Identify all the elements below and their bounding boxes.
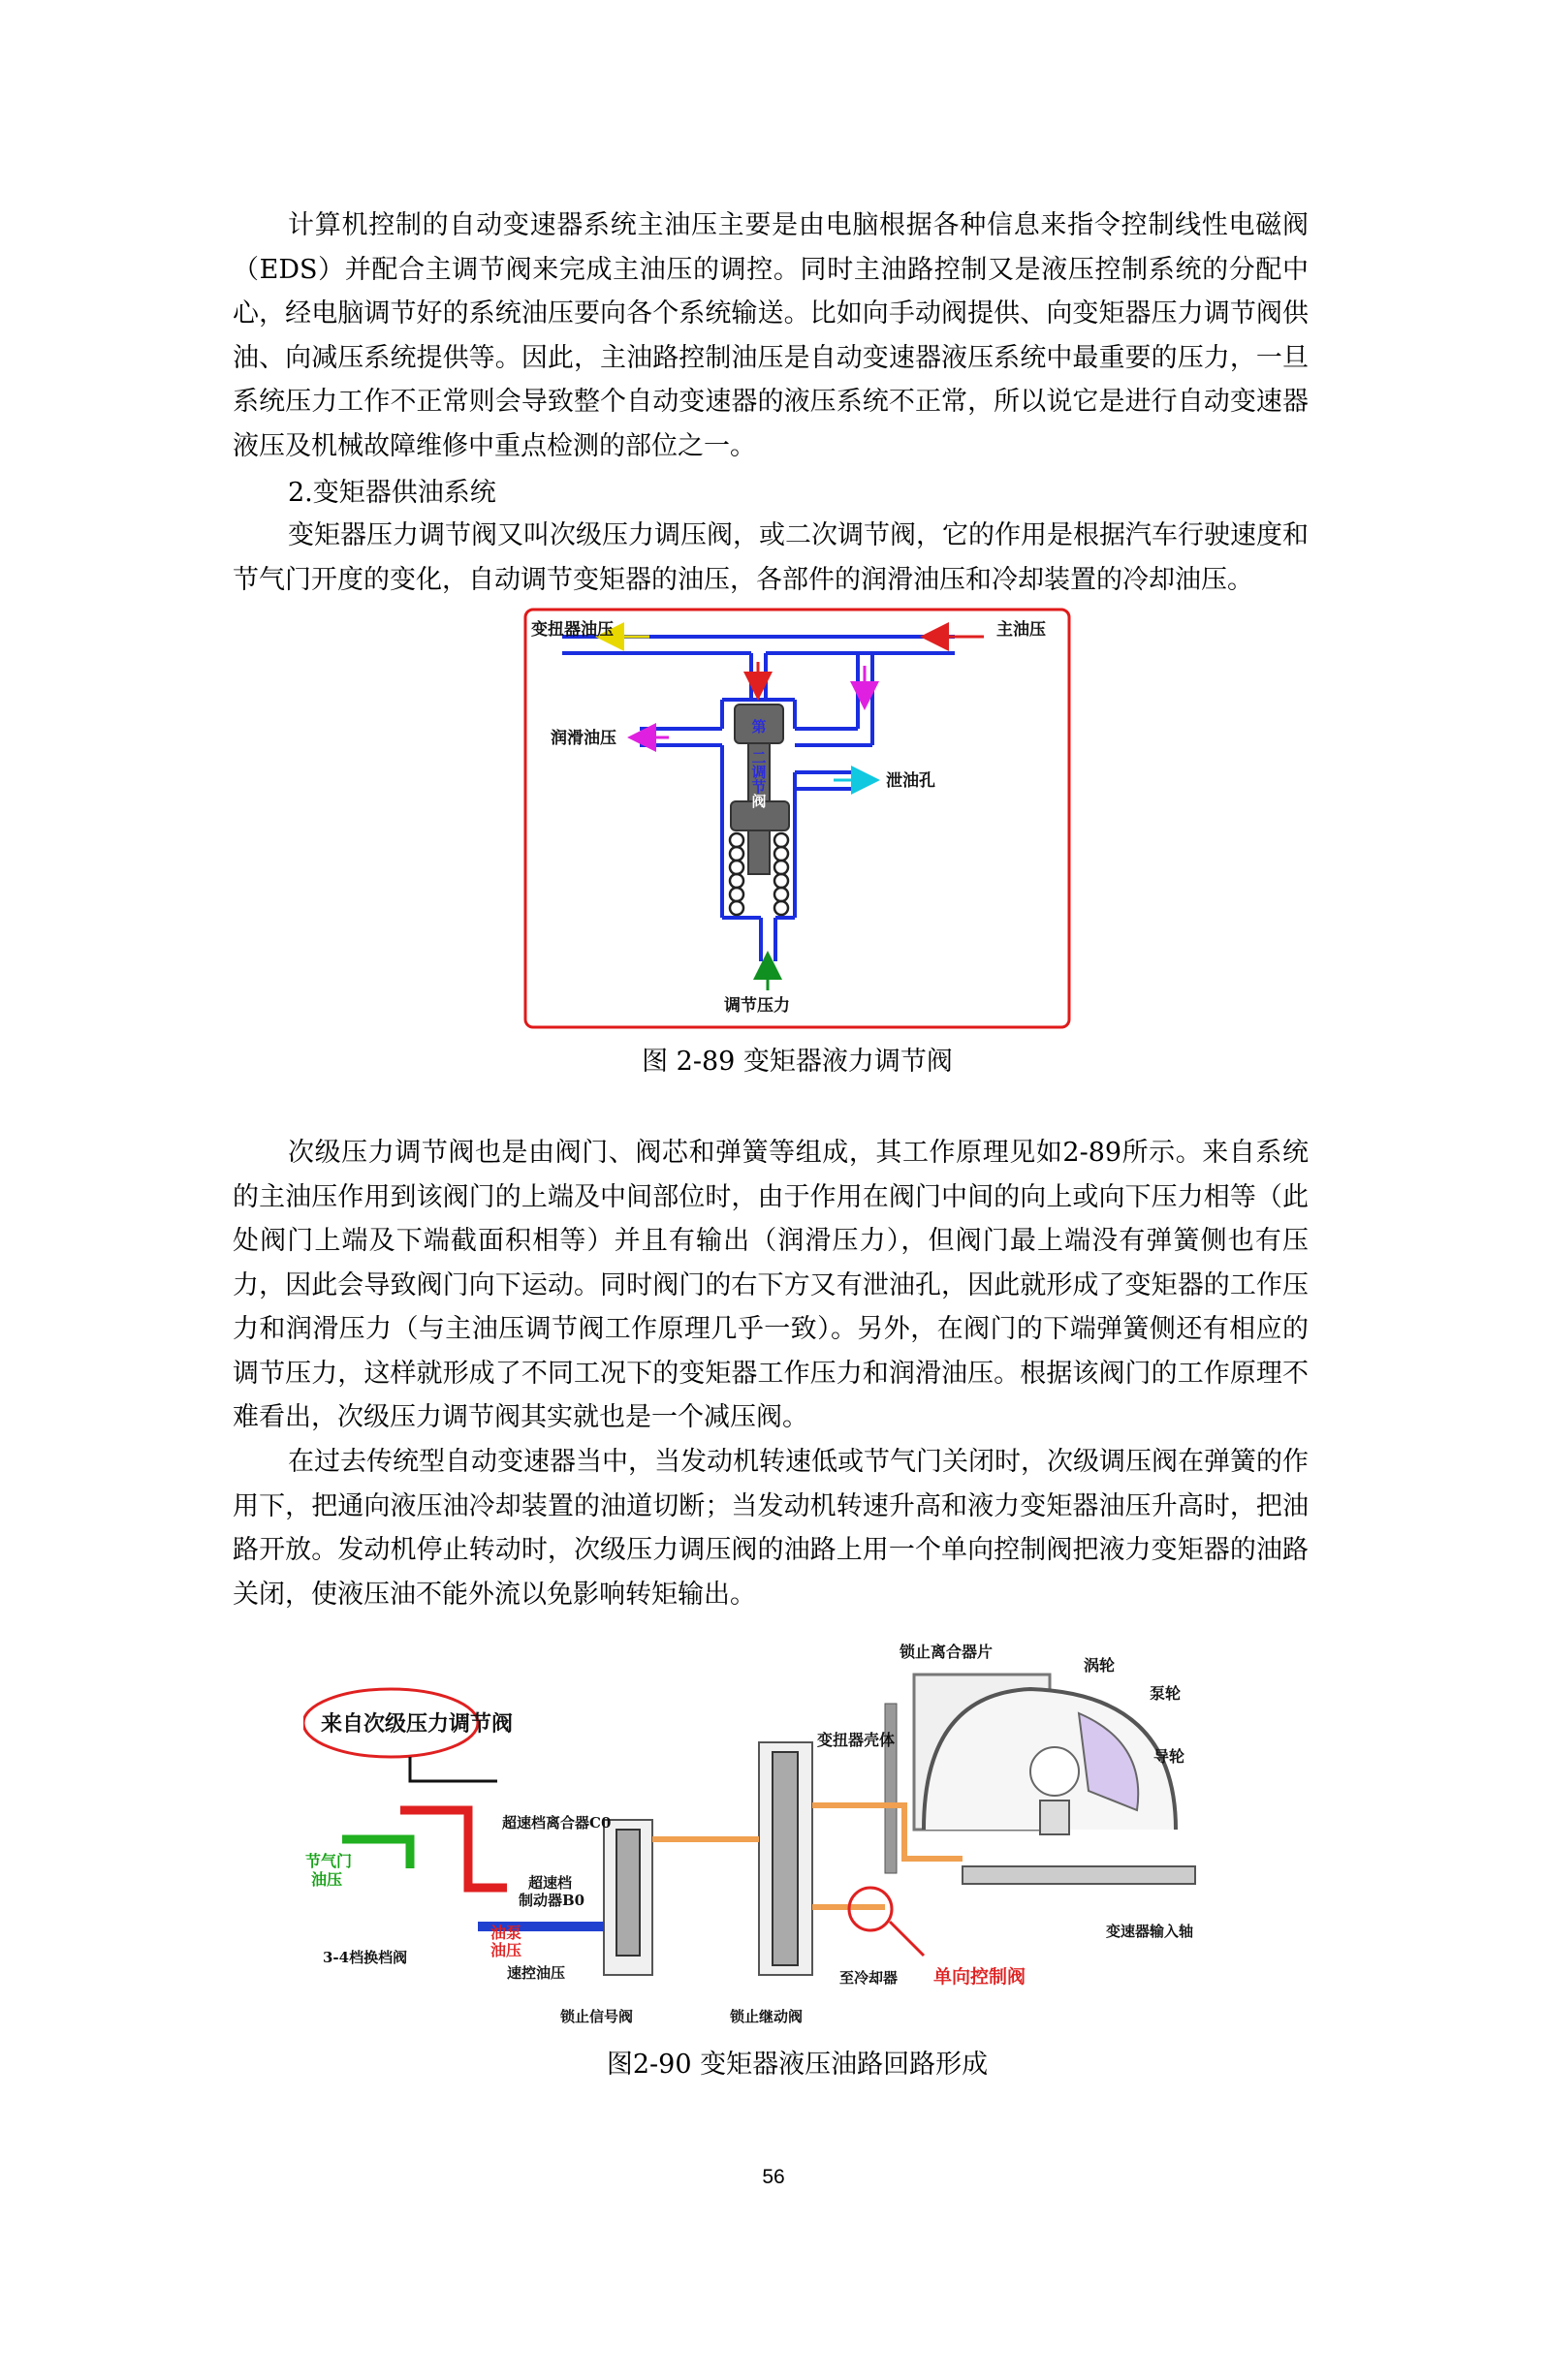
label-throttle-pressure-line1: 节气门	[305, 1852, 353, 1870]
paragraph-traditional-transmission: 在过去传统型自动变速器当中，当发动机转速低或节气门关闭时，次级调压阀在弹簧的作用下，把通向液压油冷却装置的油道切断；当发动机转速升高和液力变矩器油压升高时，把油路开放。发动机停止转动时，次级压力调压阀的油路上用一个单向控制阀把液力变矩器的油路关闭，使液压油不能外流以免影响转矩输出。	[233, 1447, 1309, 1610]
label-torque-converter-pressure: 变扭器油压	[531, 620, 614, 640]
figure-2-89-diagram	[523, 608, 1071, 1029]
oil-line-red	[400, 1810, 507, 1888]
label-shift-valve-34: 3-4档换档阀	[323, 1949, 408, 1966]
valve-label-char-3: 调	[751, 764, 767, 781]
label-check-valve: 单向控制阀	[933, 1966, 1026, 1988]
label-to-cooler: 至冷却器	[839, 1969, 899, 1987]
label-lube-pressure: 润滑油压	[551, 729, 616, 748]
figure-2-90-caption: 图2-90 变矩器液压油路回路形成	[606, 2050, 989, 2080]
check-valve-callout	[890, 1922, 924, 1956]
valve-spool-tail	[748, 830, 770, 874]
label-from-secondary-valve: 来自次级压力调节阀	[321, 1711, 514, 1737]
paragraph-main-pressure: 计算机控制的自动变速器系统主油压主要是由电脑根据各种信息来指令控制线性电磁阀（EDS）并配合主调节阀来完成主油压的调控。同时主油路控制又是液压控制系统的分配中心，经电脑调节好的系统油压要向各个系统输送。比如向手动阀提供、向变矩器压力调节阀供油、向减压系统提供等。因此，主油路控制油压是自动变速器液压系统中最重要的压力，一旦系统压力工作不正常则会导致整个自动变速器的液压系统不正常，所以说它是进行自动变速器液压及机械故障维修中重点检测的部位之一。	[233, 210, 1309, 461]
figure-2-89-caption: 图 2-89 变矩器液力调节阀	[642, 1047, 953, 1077]
label-pump-pressure-line2: 油压	[490, 1941, 522, 1959]
section-heading: 2.变矩器供油系统	[288, 478, 496, 508]
label-regulating-pressure: 调节压力	[724, 996, 790, 1016]
label-drain-hole: 泄油孔	[886, 771, 935, 791]
valve-label-char-2: 二	[751, 749, 767, 767]
label-lockup-relay-valve: 锁止继动阀	[730, 2008, 804, 2025]
valve-label-char-1: 第	[751, 718, 767, 736]
stator	[1040, 1801, 1069, 1834]
oil-line-green	[342, 1839, 410, 1868]
paragraph-secondary-valve: 次级压力调节阀也是由阀门、阀芯和弹簧等组成，其工作原理见如2-89所示。来自系统的主油压作用到该阀门的上端及中间部位时，由于作用在阀门中间的向上或向下压力相等（此处阀门上端及下端截面积相等）并且有输出（润滑压力），但阀门最上端没有弹簧侧也有压力，因此会导致阀门向下运动。同时阀门的右下方又有泄油孔，因此就形成了变矩器的工作压力和润滑压力（与主油压调节阀工作原理几乎一致）。另外，在阀门的下端弹簧侧还有相应的调节压力，这样就形成了不同工况下的变矩器工作压力和润滑油压。根据该阀门的工作原理不难看出，次级压力调节阀其实就也是一个减压阀。	[233, 1138, 1309, 1432]
label-pump-pressure-line1: 油泵	[490, 1924, 522, 1942]
turbine-hub	[1030, 1747, 1079, 1796]
lockup-signal-valve-spool	[616, 1830, 640, 1956]
label-lockup-signal-valve: 锁止信号阀	[560, 2008, 634, 2025]
paragraph-torque-converter-valve: 变矩器压力调节阀又叫次级压力调压阀，或二次调节阀，它的作用是根据汽车行驶速度和节气门开度的变化，自动调节变矩器的油压，各部件的润滑油压和冷却装置的冷却油压。	[233, 520, 1309, 595]
label-torque-converter-housing: 变扭器壳体	[817, 1731, 896, 1749]
label-main-pressure: 主油压	[996, 620, 1046, 640]
label-throttle-pressure-line2: 油压	[311, 1870, 343, 1889]
page-number: 56	[762, 2166, 785, 2188]
label-overdrive-clutch: 超速档离合器C0	[502, 1814, 612, 1832]
label-input-shaft: 变速器输入轴	[1106, 1923, 1194, 1940]
label-overdrive-brake-line1: 超速档	[528, 1874, 573, 1892]
transmission-input-shaft	[963, 1866, 1195, 1884]
valve-label-char-5: 阀	[751, 793, 767, 810]
callout-arrow-secondary	[410, 1757, 497, 1781]
lockup-clutch-plates	[885, 1704, 897, 1873]
lockup-relay-valve-spool	[773, 1752, 798, 1965]
label-overdrive-brake-line2: 制动器B0	[519, 1892, 585, 1909]
figure-frame	[525, 610, 1069, 1027]
label-speed-pressure: 速控油压	[507, 1964, 566, 1982]
label-pump: 泵轮	[1150, 1684, 1182, 1703]
label-lockup-clutch-plate: 锁止离合器片	[900, 1643, 994, 1661]
label-stator: 导轮	[1153, 1747, 1185, 1766]
valve-label-char-4: 节	[751, 778, 767, 796]
figure-2-90-diagram	[303, 1636, 1224, 2038]
label-turbine: 涡轮	[1084, 1656, 1116, 1675]
